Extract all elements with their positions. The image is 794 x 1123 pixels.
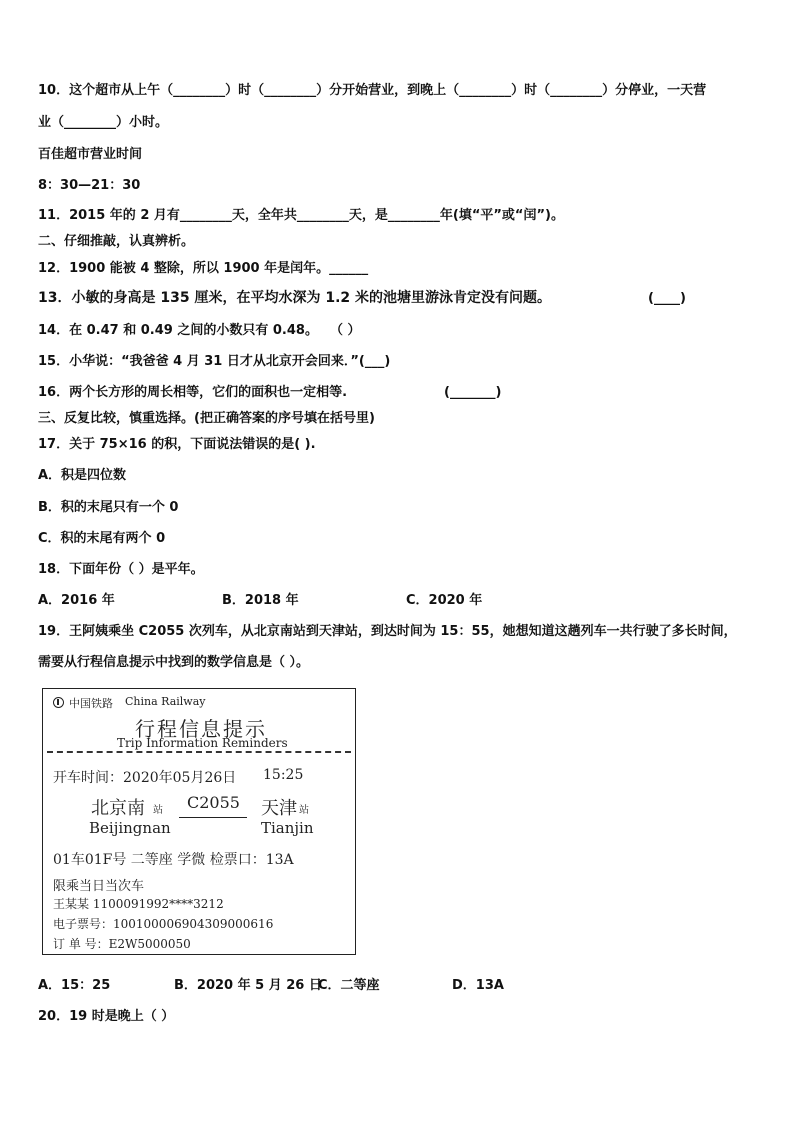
ticket-passenger: 王某某 1100091992****3212	[53, 897, 224, 911]
q10-line1: 10．这个超市从上午（________）时（________）分开始营业，到晚上（________）时（________）分停业，一天营	[38, 83, 707, 98]
ticket-order-number: 订 单 号：E2W5000050	[53, 937, 191, 951]
q10-line2: 业（________）小时。	[38, 115, 169, 130]
q17-option-c: C．积的末尾有两个 0	[38, 531, 166, 546]
ticket-train-number: C2055	[187, 793, 240, 812]
ticket-depart-date: 2020年05月26日	[123, 770, 237, 786]
q18-stem: 18．下面年份（ ）是平年。	[38, 562, 204, 577]
q11-text: 11．2015 年的 2 月有________天，全年共________天，是________年(填“平”或“闰”)。	[38, 208, 564, 223]
q10-sign-hours: 8：30—21：30	[38, 178, 141, 193]
q10-sign-title: 百佳超市营业时间	[38, 147, 143, 162]
q18-option-c: C．2020 年	[406, 593, 483, 608]
ticket-from-cn: 北京南	[91, 798, 145, 819]
ticket-dashed-divider	[47, 751, 351, 753]
q18-option-a: A．2016 年	[38, 593, 115, 608]
ticket-title-en: Trip Information Reminders	[117, 736, 288, 750]
ticket-brand-cn: 中国铁路	[69, 697, 113, 710]
ticket-seat-line: 01车01F号 二等座 学微 检票口：13A	[53, 852, 294, 868]
q14-text: 14．在 0.47 和 0.49 之间的小数只有 0.48。	[38, 323, 318, 338]
q19-option-c: C．二等座	[318, 978, 380, 993]
q19-option-a: A．15：25	[38, 978, 111, 993]
q18-option-b: B．2018 年	[222, 593, 299, 608]
q19-line2: 需要从行程信息提示中找到的数学信息是（ ）。	[38, 655, 310, 670]
ticket-eticket-number: 电子票号：100100006904309000616	[53, 917, 274, 931]
ticket-from-en: Beijingnan	[89, 819, 171, 837]
section-3-heading: 三、反复比较，慎重选择。(把正确答案的序号填在括号里)	[38, 411, 375, 426]
ticket-brand-en: China Railway	[125, 695, 206, 708]
ticket-depart-label: 开车时间：	[53, 770, 123, 786]
q16-text: 16．两个长方形的周长相等，它们的面积也一定相等.	[38, 385, 348, 400]
q19-line1: 19．王阿姨乘坐 C2055 次列车，从北京南站到天津站，到达时间为 15：55，她想知道这趟列车一共行驶了多长时间，	[38, 624, 737, 639]
ticket-title-cn: 行程信息提示	[135, 717, 267, 741]
q14-blank: （ ）	[330, 323, 361, 338]
q16-blank: (_______)	[444, 385, 502, 400]
ticket-to-cn: 天津	[261, 798, 297, 819]
ticket-depart-time: 15:25	[263, 767, 304, 783]
china-railway-logo-icon	[53, 697, 64, 708]
q17-option-b: B．积的末尾只有一个 0	[38, 500, 179, 515]
ticket-to-suffix: 站	[299, 805, 309, 816]
q17-option-a: A．积是四位数	[38, 468, 127, 483]
q17-stem: 17．关于 75×16 的积，下面说法错误的是( ).	[38, 437, 316, 452]
q13-blank: (____)	[648, 291, 686, 306]
q19-option-d: D．13A	[452, 978, 504, 993]
trip-info-ticket	[42, 688, 356, 955]
q15-text: 15．小华说：“我爸爸 4 月 31 日才从北京开会回来．”(___)	[38, 354, 391, 369]
ticket-from-suffix: 站	[153, 805, 163, 816]
ticket-restriction: 限乘当日当次车	[53, 879, 145, 894]
q12-text: 12．1900 能被 4 整除，所以 1900 年是闰年。______	[38, 261, 369, 276]
q13-text: 13．小敏的身高是 135 厘米，在平均水深为 1.2 米的池塘里游泳肯定没有问题。	[38, 290, 552, 306]
section-2-heading: 二、仔细推敲，认真辨析。	[38, 234, 195, 249]
ticket-to-en: Tianjin	[261, 819, 314, 837]
ticket-train-underline	[179, 817, 247, 818]
q19-option-b: B．2020 年 5 月 26 日	[174, 978, 322, 993]
q20-text: 20．19 时是晚上（ ）	[38, 1009, 175, 1024]
